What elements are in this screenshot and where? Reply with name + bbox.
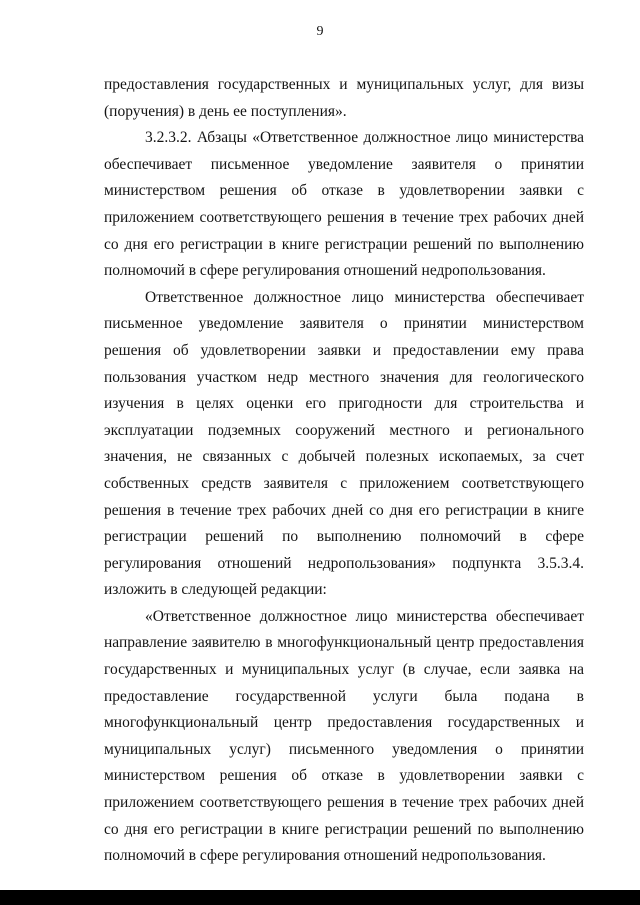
paragraph-clause-3-2-3-2: 3.2.3.2. Абзацы «Ответственное должностное лицо министерства обеспечивает письменное уведомление заявителя о принятии министерством решения об отказе в удовлетворении заявки с приложением соответствующего решения в течение трех рабочих дней со дня его регистрации в книге регистрации решений по выполнению полномочий в сфере регулирования отношений недропользования. [104,129,584,280]
paragraph-approval-notice: Ответственное должностное лицо министерства обеспечивает письменное уведомление заявителя о принятии министерством решения об удовлетворении заявки и предоставлении ему права пользования участком недр местного значения для геологического изучения в целях оценки его пригодности для строительства и эксплуатации подземных сооружений местного и регионального значения, не связанных с добычей полезных ископаемых, за счет собственных средств заявителя с приложением соответствующего решения в течение трех рабочих дней со дня его регистрации в книге регистрации решений по выполнению полномочий в сфере регулирования отношений недропользования» подпункта 3.5.3.4. изложить в следующей редакции: [104,288,584,599]
paragraph-continuation: предоставления государственных и муниципальных услуг, для визы (поручения) в день ее поступления». [104,76,584,120]
paragraph-new-wording: «Ответственное должностное лицо министерства обеспечивает направление заявителю в многофункциональный центр предоставления государственных и муниципальных услуг (в случае, если заявка на предоставление государственной услуги была подана в многофункциональный центр предоставления государственных и муниципальных услуг) письменного уведомления о принятии министерством решения об отказе в удовлетворении заявки с приложением соответствующего решения в течение трех рабочих дней со дня его регистрации в книге регистрации решений по выполнению полномочий в сфере регулирования отношений недропользования. [104,607,584,865]
document-body [104,72,584,870]
scan-bottom-edge [0,890,640,905]
page-number: 9 [316,24,324,39]
